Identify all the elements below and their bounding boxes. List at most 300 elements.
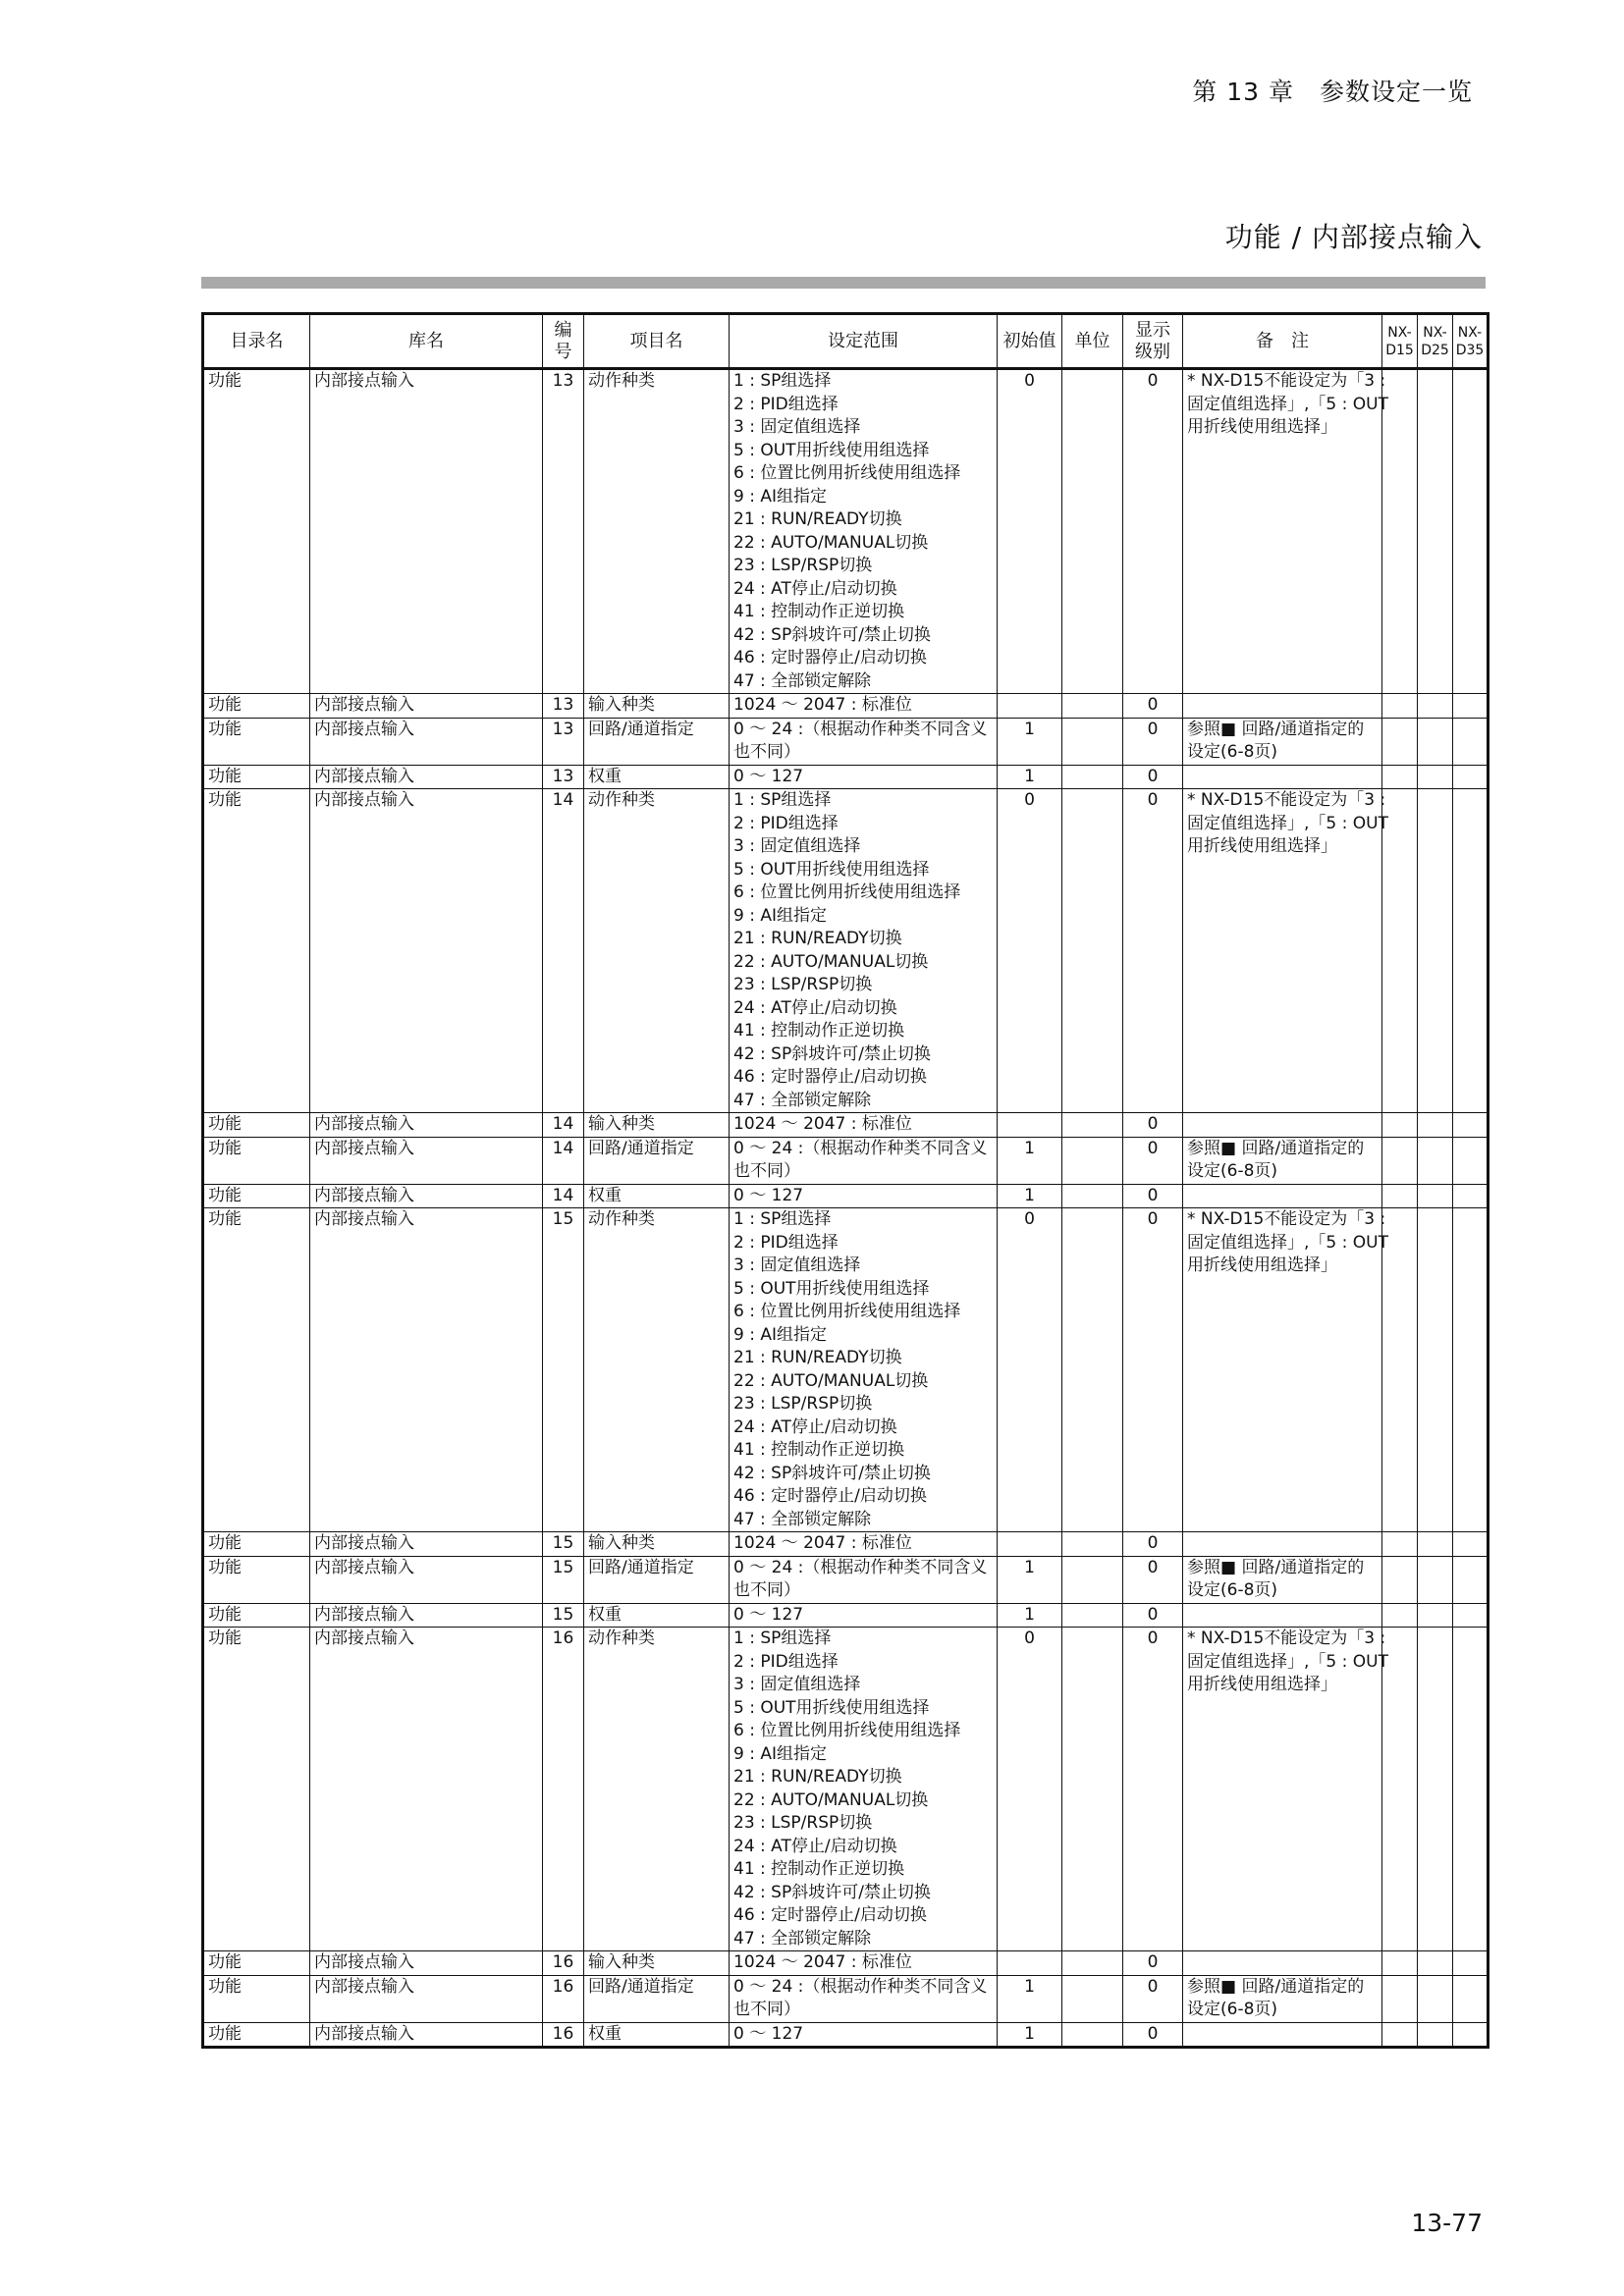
cell-range-line: 5 : OUT用折线使用组选择 [733,1697,930,1718]
cell-initial [998,1113,1062,1138]
parameter-table [201,312,1489,2049]
cell-unit [1062,1628,1123,1951]
cell-nx-d15 [1382,765,1418,789]
cell-range-line: 23 : LSP/RSP切换 [733,556,873,575]
cell-note-line: 参照■ 回路/通道指定的 [1187,1138,1365,1158]
cell-item: 动作种类 [584,369,730,694]
cell-library: 内部接点输入 [310,1975,543,2022]
cell-note [1183,1603,1382,1628]
cell-nx-d15 [1382,1208,1418,1532]
cell-catalog: 功能 [203,1113,310,1138]
cell-level: 0 [1123,369,1183,694]
cell-range-line: 3 : 固定值组选择 [733,417,861,437]
cell-range [730,1532,998,1557]
cell-range-line: 22 : AUTO/MANUAL切换 [733,951,929,972]
cell-range [730,1184,998,1208]
cell-level: 0 [1123,694,1183,719]
cell-range-line: 47 : 全部锁定解除 [733,670,872,691]
cell-library: 内部接点输入 [310,765,543,789]
cell-initial: 0 [998,1208,1062,1532]
cell-range [730,1113,998,1138]
cell-nx-d15 [1382,1975,1418,2022]
cell-unit [1062,1532,1123,1557]
cell-catalog: 功能 [203,1208,310,1532]
cell-unit [1062,1556,1123,1603]
col-header-unit: 单位 [1062,314,1123,369]
cell-nx-d15 [1382,718,1418,765]
cell-item: 权重 [584,2022,730,2048]
cell-catalog: 功能 [203,1628,310,1951]
cell-nx-d25 [1418,1113,1453,1138]
cell-range-line: 0 ～ 24 :（根据动作种类不同含义 [733,719,988,739]
cell-range [730,369,998,694]
cell-library: 内部接点输入 [310,369,543,694]
cell-note [1183,789,1388,1113]
cell-nx-d25 [1418,1208,1453,1532]
cell-level: 0 [1123,1951,1183,1976]
cell-note [1183,1975,1382,2022]
cell-range-line: 5 : OUT用折线使用组选择 [733,1278,930,1299]
cell-note [1183,1628,1388,1951]
cell-note-line: 设定(6-8页) [1187,1161,1278,1181]
cell-range-line: 21 : RUN/READY切换 [733,1767,902,1787]
cell-note-line: 用折线使用组选择」 [1187,836,1337,856]
col-header-nx-d35: NX-D35 [1453,314,1489,369]
cell-nx-d35 [1453,718,1489,765]
cell-note-line: 设定(6-8页) [1187,1580,1278,1600]
cell-range-line: 3 : 固定值组选择 [733,1255,861,1275]
cell-note [1183,369,1388,694]
cell-note [1183,1137,1382,1184]
cell-nx-d35 [1453,1113,1489,1138]
cell-range [730,1208,998,1532]
cell-library: 内部接点输入 [310,1208,543,1532]
cell-number: 14 [543,1184,584,1208]
cell-nx-d25 [1418,1532,1453,1557]
cell-range-line: 24 : AT停止/启动切换 [733,1416,897,1437]
cell-range-line: 42 : SP斜坡许可/禁止切换 [733,1463,931,1483]
cell-nx-d35 [1453,1951,1489,1976]
cell-catalog: 功能 [203,2022,310,2048]
cell-level: 0 [1123,789,1183,1113]
cell-library: 内部接点输入 [310,718,543,765]
cell-item: 回路/通道指定 [584,1137,730,1184]
cell-nx-d15 [1382,1113,1418,1138]
cell-catalog: 功能 [203,1184,310,1208]
cell-item: 输入种类 [584,1113,730,1138]
cell-range-line: 5 : OUT用折线使用组选择 [733,859,930,880]
cell-note [1183,1208,1388,1532]
cell-unit [1062,694,1123,719]
cell-number: 14 [543,789,584,1113]
cell-initial: 0 [998,1628,1062,1951]
cell-number: 16 [543,1951,584,1976]
cell-range [730,1951,998,1976]
cell-catalog: 功能 [203,1975,310,2022]
cell-nx-d15 [1382,1137,1418,1184]
cell-nx-d35 [1453,1556,1489,1603]
cell-nx-d35 [1453,1532,1489,1557]
cell-item: 输入种类 [584,1532,730,1557]
cell-range-line: 24 : AT停止/启动切换 [733,578,897,599]
cell-range [730,2022,998,2048]
cell-note-line: 用折线使用组选择」 [1187,1675,1337,1694]
cell-range-line: 0 ～ 127 [733,1604,804,1625]
cell-range-line: 41 : 控制动作正逆切换 [733,1021,905,1041]
cell-catalog: 功能 [203,694,310,719]
cell-range-line: 6 : 位置比例用折线使用组选择 [733,1721,961,1740]
col-header-number: 编号 [543,314,584,369]
cell-catalog: 功能 [203,1951,310,1976]
cell-nx-d35 [1453,1208,1489,1532]
cell-nx-d35 [1453,765,1489,789]
cell-range-line: 6 : 位置比例用折线使用组选择 [733,1302,961,1321]
cell-initial: 0 [998,789,1062,1113]
table-row [203,1603,1489,1628]
table-row [203,2022,1489,2048]
cell-range-line: 9 : AI组指定 [733,486,827,507]
cell-range-line: 46 : 定时器停止/启动切换 [733,1067,927,1087]
cell-item: 回路/通道指定 [584,1975,730,2022]
cell-number: 16 [543,2022,584,2048]
cell-range-line: 42 : SP斜坡许可/禁止切换 [733,624,931,645]
cell-nx-d15 [1382,789,1418,1113]
table-row [203,1628,1489,1951]
cell-library: 内部接点输入 [310,1113,543,1138]
cell-range-line: 41 : 控制动作正逆切换 [733,602,905,621]
cell-number: 15 [543,1208,584,1532]
cell-nx-d15 [1382,369,1418,694]
cell-range-line: 41 : 控制动作正逆切换 [733,1859,905,1879]
cell-range-line: 22 : AUTO/MANUAL切换 [733,532,929,553]
cell-item: 权重 [584,765,730,789]
cell-range-line: 1 : SP组选择 [733,371,832,391]
cell-note-line: * NX-D15不能设定为「3 : [1187,371,1386,391]
cell-item: 输入种类 [584,694,730,719]
table-row [203,1208,1489,1532]
cell-unit [1062,765,1123,789]
cell-note-line: 固定值组选择」,「5 : OUT [1187,1651,1388,1672]
cell-nx-d25 [1418,694,1453,719]
table-row [203,1556,1489,1603]
cell-library: 内部接点输入 [310,1184,543,1208]
cell-range [730,1556,998,1603]
cell-initial: 1 [998,765,1062,789]
cell-range-line: 2 : PID组选择 [733,1651,839,1672]
cell-nx-d15 [1382,1951,1418,1976]
cell-number: 13 [543,369,584,694]
cell-number: 15 [543,1556,584,1603]
cell-range-line: 1024 ～ 2047 : 标准位 [733,1952,912,1972]
cell-note-line: 参照■ 回路/通道指定的 [1187,1976,1365,1997]
cell-level: 0 [1123,1184,1183,1208]
cell-item: 权重 [584,1603,730,1628]
chapter-title: 第 13 章 参数设定一览 [1192,78,1473,106]
cell-note-line: 固定值组选择」,「5 : OUT [1187,1232,1388,1253]
cell-initial: 1 [998,1556,1062,1603]
cell-item: 动作种类 [584,1208,730,1532]
cell-note-line: * NX-D15不能设定为「3 : [1187,1629,1386,1648]
cell-nx-d25 [1418,718,1453,765]
table-row [203,694,1489,719]
cell-range-line: 1024 ～ 2047 : 标准位 [733,1533,912,1553]
cell-range-line: 21 : RUN/READY切换 [733,509,902,529]
cell-note-line: * NX-D15不能设定为「3 : [1187,1209,1386,1229]
cell-nx-d25 [1418,1975,1453,2022]
cell-range-line: 42 : SP斜坡许可/禁止切换 [733,1882,931,1902]
cell-nx-d35 [1453,1628,1489,1951]
cell-range-line: 也不同） [733,2000,800,2019]
cell-initial: 1 [998,1184,1062,1208]
cell-range [730,1137,998,1184]
cell-note [1183,1951,1382,1976]
cell-range [730,1975,998,2022]
cell-range-line: 0 ～ 127 [733,1185,804,1205]
cell-note-line: 用折线使用组选择」 [1187,1255,1337,1275]
cell-nx-d35 [1453,1137,1489,1184]
cell-range-line: 0 ～ 24 :（根据动作种类不同含义 [733,1976,988,1997]
cell-catalog: 功能 [203,369,310,694]
cell-range-line: 3 : 固定值组选择 [733,836,861,856]
cell-nx-d25 [1418,1184,1453,1208]
cell-range-line: 6 : 位置比例用折线使用组选择 [733,882,961,902]
cell-unit [1062,718,1123,765]
col-header-library: 库名 [310,314,543,369]
cell-unit [1062,1184,1123,1208]
cell-range-line: 5 : OUT用折线使用组选择 [733,440,930,460]
cell-range-line: 2 : PID组选择 [733,394,839,414]
cell-library: 内部接点输入 [310,1603,543,1628]
cell-catalog: 功能 [203,789,310,1113]
cell-note [1183,2022,1382,2048]
cell-nx-d25 [1418,789,1453,1113]
table-row [203,1951,1489,1976]
cell-nx-d35 [1453,1184,1489,1208]
cell-nx-d15 [1382,1184,1418,1208]
cell-nx-d35 [1453,369,1489,694]
cell-note-line: 设定(6-8页) [1187,742,1278,762]
cell-number: 16 [543,1975,584,2022]
table-header-row [203,314,1489,369]
table-row [203,1113,1489,1138]
page-number: 13-77 [1411,2209,1483,2237]
cell-range-line: 9 : AI组指定 [733,1743,827,1764]
table-row [203,1137,1489,1184]
cell-range [730,694,998,719]
cell-library: 内部接点输入 [310,1628,543,1951]
cell-level: 0 [1123,1556,1183,1603]
cell-item: 回路/通道指定 [584,1556,730,1603]
cell-range-line: 也不同） [733,1580,800,1600]
cell-range-line: 42 : SP斜坡许可/禁止切换 [733,1043,931,1064]
cell-unit [1062,1603,1123,1628]
cell-range-line: 6 : 位置比例用折线使用组选择 [733,463,961,483]
cell-range-line: 2 : PID组选择 [733,813,839,833]
cell-note-line: 参照■ 回路/通道指定的 [1187,1557,1365,1577]
cell-initial: 0 [998,369,1062,694]
table-row [203,369,1489,694]
cell-range-line: 0 ～ 127 [733,766,804,786]
cell-note-line: 固定值组选择」,「5 : OUT [1187,813,1388,833]
cell-level: 0 [1123,1208,1183,1532]
cell-level: 0 [1123,1532,1183,1557]
cell-library: 内部接点输入 [310,1532,543,1557]
cell-unit [1062,1208,1123,1532]
cell-nx-d15 [1382,1532,1418,1557]
cell-range-line: 21 : RUN/READY切换 [733,929,902,948]
cell-range-line: 0 ～ 127 [733,2023,804,2044]
cell-note [1183,1556,1382,1603]
cell-number: 14 [543,1137,584,1184]
cell-range-line: 22 : AUTO/MANUAL切换 [733,1370,929,1391]
cell-note-line: 参照■ 回路/通道指定的 [1187,719,1365,739]
col-header-note: 备 注 [1183,314,1382,369]
cell-catalog: 功能 [203,1603,310,1628]
cell-note [1183,1113,1382,1138]
cell-nx-d25 [1418,2022,1453,2048]
cell-nx-d35 [1453,1603,1489,1628]
cell-range [730,1603,998,1628]
cell-note [1183,1532,1382,1557]
cell-number: 13 [543,765,584,789]
cell-item: 回路/通道指定 [584,718,730,765]
cell-range-line: 46 : 定时器停止/启动切换 [733,648,927,667]
cell-nx-d25 [1418,1628,1453,1951]
cell-range-line: 47 : 全部锁定解除 [733,1090,872,1110]
cell-nx-d25 [1418,1951,1453,1976]
cell-range-line: 也不同） [733,1161,800,1181]
cell-range-line: 47 : 全部锁定解除 [733,1928,872,1949]
cell-nx-d15 [1382,1628,1418,1951]
cell-range [730,765,998,789]
cell-catalog: 功能 [203,1556,310,1603]
cell-library: 内部接点输入 [310,694,543,719]
cell-library: 内部接点输入 [310,1556,543,1603]
cell-note-line: 固定值组选择」,「5 : OUT [1187,394,1388,414]
cell-range-line: 1024 ～ 2047 : 标准位 [733,695,912,715]
cell-range-line: 23 : LSP/RSP切换 [733,975,873,994]
cell-range-line: 2 : PID组选择 [733,1232,839,1253]
cell-initial [998,1532,1062,1557]
cell-initial: 1 [998,718,1062,765]
cell-initial: 1 [998,1975,1062,2022]
cell-nx-d35 [1453,694,1489,719]
cell-range-line: 24 : AT停止/启动切换 [733,1836,897,1856]
cell-number: 13 [543,718,584,765]
cell-item: 输入种类 [584,1951,730,1976]
cell-initial: 1 [998,1137,1062,1184]
cell-range-line: 也不同） [733,742,800,762]
section-title: 功能 / 内部接点输入 [1224,221,1483,253]
cell-note-line: * NX-D15不能设定为「3 : [1187,790,1386,810]
cell-range-line: 9 : AI组指定 [733,1324,827,1345]
cell-unit [1062,1137,1123,1184]
cell-level: 0 [1123,1603,1183,1628]
cell-catalog: 功能 [203,1532,310,1557]
col-header-nx-d25: NX-D25 [1418,314,1453,369]
cell-number: 14 [543,1113,584,1138]
cell-range-line: 23 : LSP/RSP切换 [733,1813,873,1833]
cell-library: 内部接点输入 [310,2022,543,2048]
cell-nx-d25 [1418,1603,1453,1628]
cell-range-line: 47 : 全部锁定解除 [733,1509,872,1529]
cell-nx-d15 [1382,694,1418,719]
cell-note [1183,694,1382,719]
cell-unit [1062,1951,1123,1976]
col-header-range: 设定范围 [730,314,998,369]
table-row [203,765,1489,789]
table-body [203,369,1489,2048]
cell-catalog: 功能 [203,718,310,765]
table-row [203,1532,1489,1557]
cell-nx-d35 [1453,1975,1489,2022]
cell-range-line: 46 : 定时器停止/启动切换 [733,1486,927,1506]
col-header-initial: 初始值 [998,314,1062,369]
cell-level: 0 [1123,1628,1183,1951]
cell-range [730,1628,998,1951]
cell-catalog: 功能 [203,765,310,789]
cell-range-line: 3 : 固定值组选择 [733,1675,861,1694]
cell-range-line: 41 : 控制动作正逆切换 [733,1440,905,1460]
cell-note [1183,765,1382,789]
col-header-level: 显示级别 [1123,314,1183,369]
cell-unit [1062,1975,1123,2022]
cell-item: 动作种类 [584,1628,730,1951]
cell-initial [998,1951,1062,1976]
table-row [203,718,1489,765]
cell-nx-d35 [1453,789,1489,1113]
cell-range-line: 24 : AT停止/启动切换 [733,997,897,1018]
cell-nx-d15 [1382,1603,1418,1628]
cell-number: 16 [543,1628,584,1951]
table-row [203,1184,1489,1208]
cell-initial [998,694,1062,719]
cell-nx-d35 [1453,2022,1489,2048]
cell-range-line: 46 : 定时器停止/启动切换 [733,1905,927,1925]
cell-number: 13 [543,694,584,719]
table-row [203,1975,1489,2022]
cell-nx-d25 [1418,765,1453,789]
cell-library: 内部接点输入 [310,789,543,1113]
cell-item: 动作种类 [584,789,730,1113]
cell-note-line: 用折线使用组选择」 [1187,417,1337,437]
cell-item: 权重 [584,1184,730,1208]
table-row [203,789,1489,1113]
cell-range-line: 1 : SP组选择 [733,790,832,810]
header-divider [201,277,1486,289]
cell-library: 内部接点输入 [310,1951,543,1976]
cell-number: 15 [543,1532,584,1557]
cell-range-line: 9 : AI组指定 [733,905,827,926]
cell-level: 0 [1123,765,1183,789]
cell-range-line: 22 : AUTO/MANUAL切换 [733,1789,929,1810]
cell-nx-d25 [1418,1556,1453,1603]
cell-nx-d15 [1382,2022,1418,2048]
cell-range-line: 1024 ～ 2047 : 标准位 [733,1114,912,1134]
cell-level: 0 [1123,1113,1183,1138]
cell-unit [1062,369,1123,694]
cell-range-line: 23 : LSP/RSP切换 [733,1394,873,1414]
cell-range [730,718,998,765]
cell-range [730,789,998,1113]
col-header-catalog: 目录名 [203,314,310,369]
cell-library: 内部接点输入 [310,1137,543,1184]
cell-note [1183,718,1382,765]
cell-nx-d25 [1418,1137,1453,1184]
cell-range-line: 0 ～ 24 :（根据动作种类不同含义 [733,1138,988,1158]
cell-catalog: 功能 [203,1137,310,1184]
cell-level: 0 [1123,718,1183,765]
